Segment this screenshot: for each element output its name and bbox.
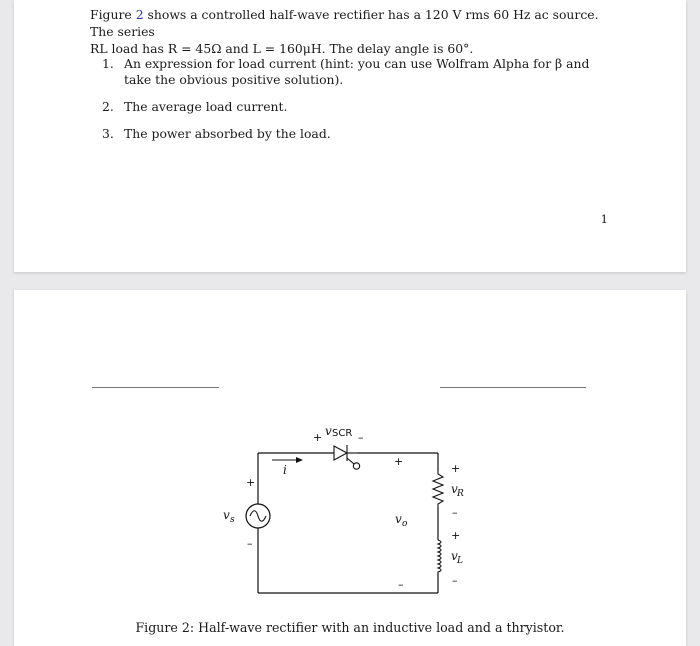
vs-subscript: s	[230, 515, 235, 525]
problem-statement	[90, 6, 610, 57]
circuit-diagram	[14, 290, 686, 646]
question-item	[102, 56, 612, 88]
vo-plus-label: +	[394, 455, 404, 468]
question-text: An expression for load current (hint: you can use Wolfram Alpha for β and take the obvious positive solution).	[124, 56, 590, 87]
vo-subscript: o	[402, 519, 408, 529]
document-page-1	[14, 0, 686, 272]
question-item	[102, 126, 612, 142]
figure-caption: Figure 2: Half-wave rectifier with an inductive load and a thryistor.	[135, 620, 565, 635]
vr-subscript: R	[457, 489, 464, 499]
ac-source-icon	[246, 504, 270, 528]
vl-minus-label: –	[452, 574, 458, 587]
vr-label: v	[451, 482, 458, 496]
inductor-icon	[438, 540, 441, 573]
question-item	[102, 99, 612, 115]
document-page-2	[14, 290, 686, 646]
vscr-subscript: SCR	[332, 428, 353, 439]
source-minus-label: –	[247, 537, 253, 550]
vo-minus-label: –	[398, 578, 404, 591]
page-number: 1	[600, 212, 608, 226]
vs-label: v	[223, 508, 230, 522]
question-number: 3.	[102, 126, 114, 141]
question-number: 1.	[102, 56, 114, 71]
scr-minus-label: –	[358, 431, 364, 444]
question-text: The average load current.	[124, 99, 288, 114]
vo-label: v	[395, 512, 402, 526]
intro-text-line1: shows a controlled half-wave rectifier has a 120 V rms 60 Hz ac source. The series	[90, 7, 599, 39]
thyristor-icon	[334, 445, 360, 469]
vl-label: v	[451, 549, 458, 563]
current-label: i	[283, 463, 287, 477]
vr-plus-label: +	[451, 462, 461, 475]
vr-minus-label: –	[452, 506, 458, 519]
question-number: 2.	[102, 99, 114, 114]
vl-plus-label: +	[451, 529, 461, 542]
question-list	[102, 56, 612, 153]
vscr-label: v	[325, 424, 332, 438]
question-text: The power absorbed by the load.	[124, 126, 331, 141]
source-plus-label: +	[246, 476, 256, 489]
scr-plus-label: +	[313, 431, 323, 444]
figure-reference-link[interactable]: 2	[135, 7, 144, 22]
figure-word: Figure	[90, 7, 132, 22]
resistor-icon	[433, 471, 443, 507]
intro-text-line2: RL load has R = 45Ω and L = 160μH. The delay angle is 60°.	[90, 41, 474, 56]
current-arrow-icon	[272, 457, 303, 463]
vl-subscript: L	[457, 556, 463, 566]
